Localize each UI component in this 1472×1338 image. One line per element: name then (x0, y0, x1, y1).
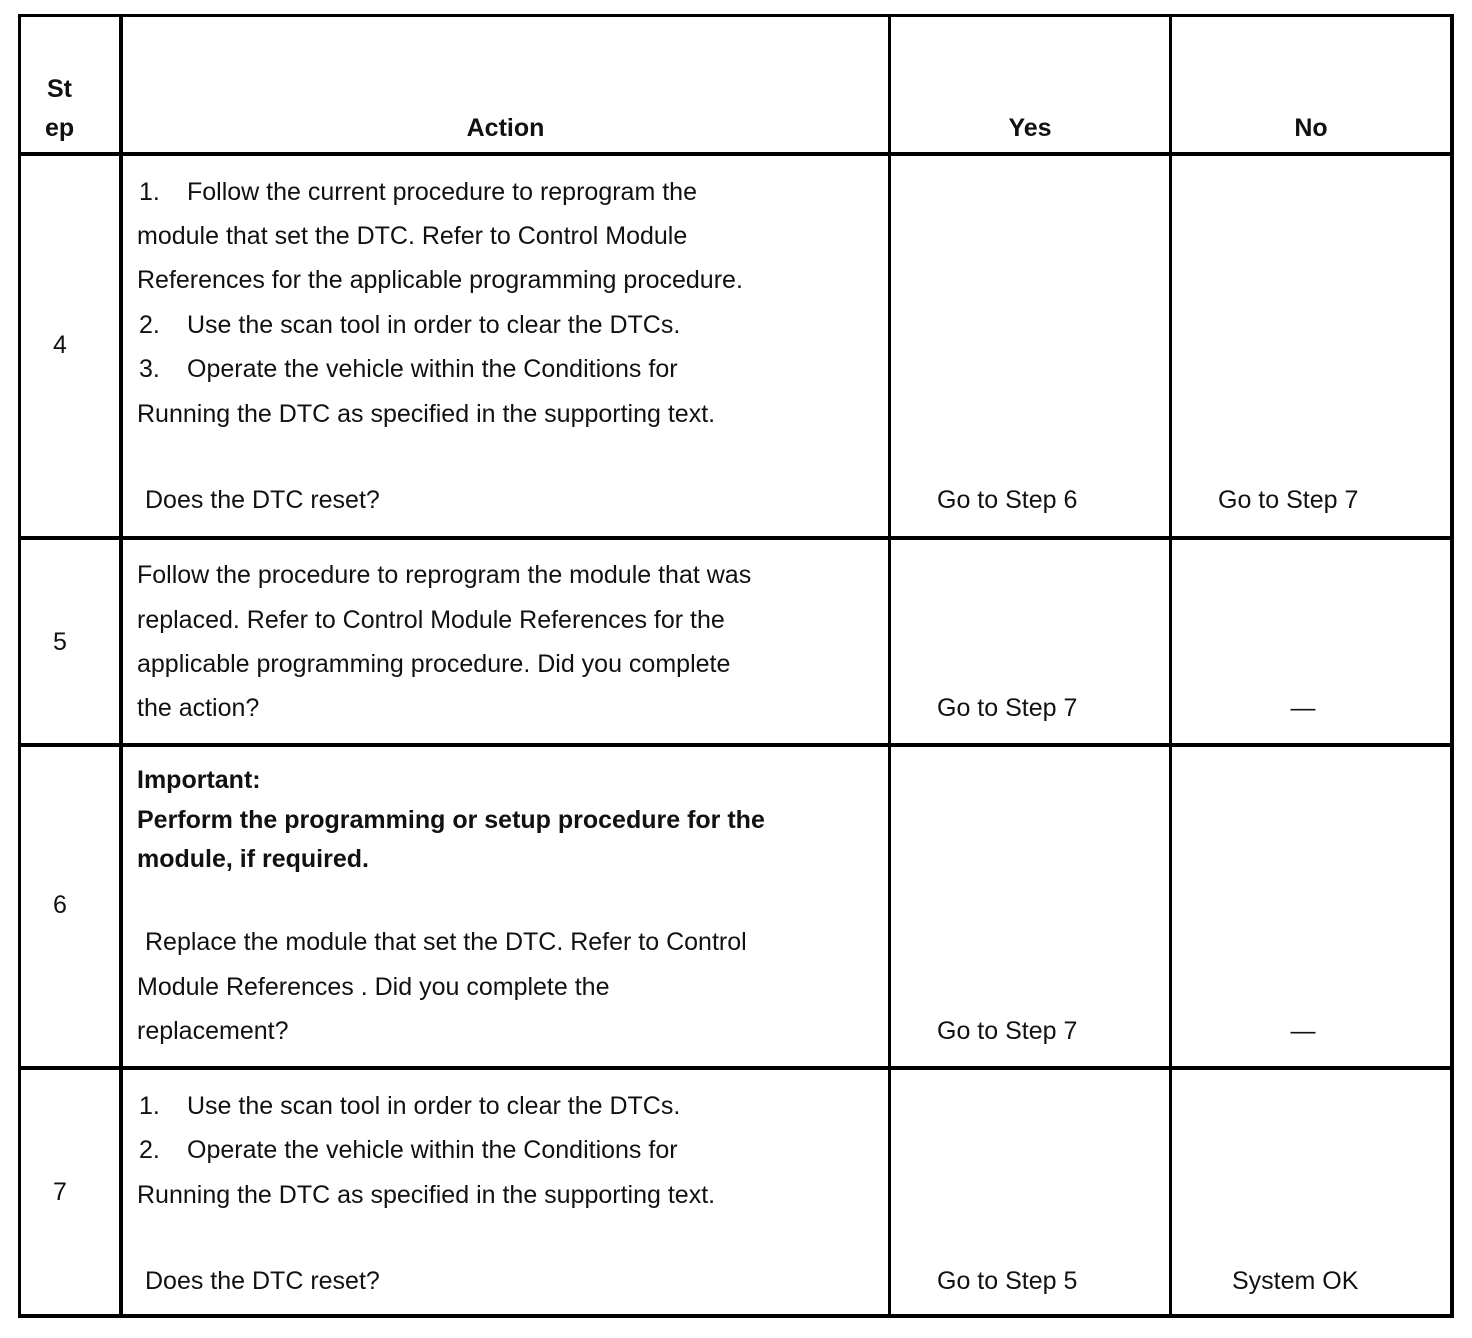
header-no: No (1294, 114, 1328, 142)
column-divider (119, 14, 123, 1318)
action-text: Operate the vehicle within the Conditions for (187, 355, 678, 383)
action-line (139, 178, 697, 207)
list-number: 3. (139, 355, 160, 383)
action-line: Module References . Did you complete the (137, 973, 610, 1001)
no-result: System OK (1232, 1267, 1359, 1295)
list-number: 1. (139, 178, 160, 206)
list-number: 2. (139, 311, 160, 339)
action-text: Follow the current procedure to reprogram the (187, 178, 697, 206)
action-text: Use the scan tool in order to clear the DTCs. (187, 311, 681, 339)
action-line (139, 1092, 680, 1121)
header-step-line1: St (47, 75, 72, 103)
step-number: 7 (53, 1178, 67, 1206)
header-action: Action (466, 114, 545, 142)
action-line: module that set the DTC. Refer to Control Module (137, 222, 688, 250)
important-line: Perform the programming or setup procedure for the (137, 806, 765, 834)
action-line: References for the applicable programming procedure. (137, 266, 743, 294)
no-result: — (1290, 1017, 1316, 1045)
important-label: Important: (137, 766, 261, 794)
list-number: 2. (139, 1136, 160, 1164)
table-border-top (18, 14, 1454, 17)
action-question: Does the DTC reset? (145, 1267, 380, 1295)
action-line (139, 311, 680, 340)
row-divider (18, 743, 1454, 747)
yes-result: Go to Step 7 (937, 1017, 1078, 1045)
action-line: Replace the module that set the DTC. Refer to Control (145, 928, 747, 956)
header-yes: Yes (1008, 114, 1052, 142)
action-line: the action? (137, 694, 260, 722)
action-line: Running the DTC as specified in the supporting text. (137, 400, 716, 428)
important-line: module, if required. (137, 845, 369, 873)
action-line: Follow the procedure to reprogram the module that was (137, 561, 752, 589)
table-border-right (1450, 14, 1454, 1318)
yes-result: Go to Step 5 (937, 1267, 1078, 1295)
row-divider (18, 1066, 1454, 1070)
no-result: — (1290, 694, 1316, 722)
step-number: 4 (53, 331, 67, 359)
table-border-bottom (18, 1314, 1454, 1318)
action-text: Operate the vehicle within the Conditions for (187, 1136, 678, 1164)
no-result: Go to Step 7 (1218, 486, 1359, 514)
action-line (139, 355, 678, 384)
step-number: 6 (53, 891, 67, 919)
column-divider (1169, 14, 1172, 1318)
header-step-line2: ep (45, 114, 75, 142)
yes-result: Go to Step 6 (937, 486, 1078, 514)
list-number: 1. (139, 1092, 160, 1120)
step-number: 5 (53, 628, 67, 656)
table-border-left (18, 14, 21, 1318)
action-line: applicable programming procedure. Did you complete (137, 650, 731, 678)
column-divider (888, 14, 891, 1318)
action-line (139, 1136, 678, 1165)
action-text: Use the scan tool in order to clear the DTCs. (187, 1092, 681, 1120)
action-line: replaced. Refer to Control Module References for the (137, 606, 725, 634)
action-line: replacement? (137, 1017, 289, 1045)
row-divider (18, 536, 1454, 540)
yes-result: Go to Step 7 (937, 694, 1078, 722)
action-question: Does the DTC reset? (145, 486, 380, 514)
header-divider (18, 152, 1454, 156)
action-line: Running the DTC as specified in the supporting text. (137, 1181, 716, 1209)
